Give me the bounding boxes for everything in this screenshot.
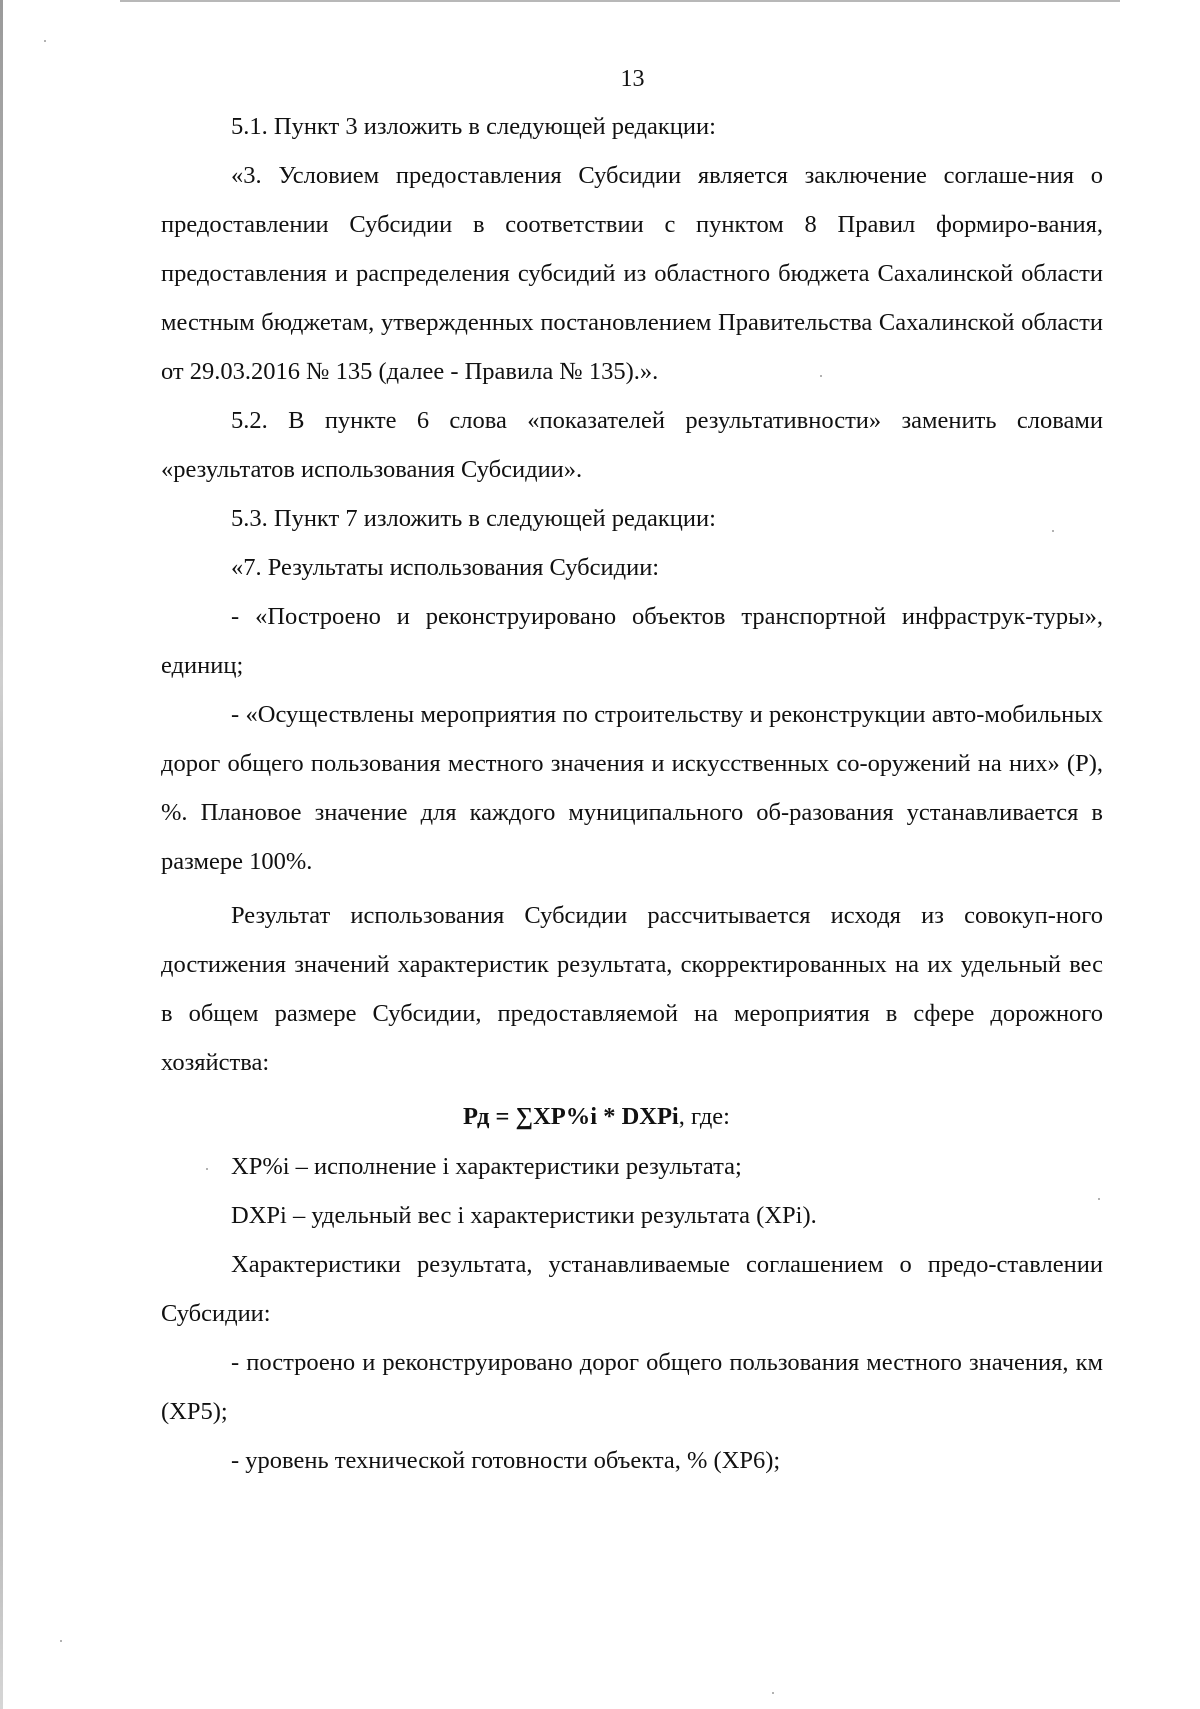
list-item-infrastructure: - «Построено и реконструировано объектов транспортной инфраструк-туры», единиц; [161, 603, 1103, 679]
paragraph-characteristics: Характеристики результата, устанавливаемые соглашением о предо-ставлении Субсидии: [161, 1251, 1103, 1327]
scan-speck [44, 40, 46, 42]
scan-speck [772, 1692, 774, 1694]
paragraph-clause-3: «3. Условием предоставления Субсидии является заключение соглаше-ния о предоставлении Субсидии в соответствии с пунктом 8 Правил формиро-вания, предоставления и распределения субсидий из областного бюджета Сахалинской области местным бюджетам, утвержденных постановлением Правительства Сахалинской области от 29.03.2016 № 135 (далее - Правила № 135).». [161, 162, 1103, 385]
list-item-road-works: - «Осуществлены мероприятия по строительству и реконструкции авто-мобильных дорог общего пользования местного значения и искусственных со-оружений на них» (Р), %. Плановое значение для каждого муниципального об-разования устанавливается в размере 100%. [161, 701, 1103, 875]
page-number: 13 [620, 66, 645, 92]
definition-xp-percent: ХР%i – исполнение i характеристики результата; [231, 1153, 742, 1180]
paragraph-5-1: 5.1. Пункт 3 изложить в следующей редакции: [231, 113, 716, 140]
scan-edge-left [0, 0, 3, 1709]
scan-speck [60, 1640, 62, 1642]
formula-expression: Рд = ∑ХР%i * DXPi [463, 1103, 679, 1130]
paragraph-result-calculation: Результат использования Субсидии рассчитывается исходя из совокуп-ного достижения значений характеристик результата, скорректированных на их удельный вес в общем размере Субсидии, предоставляемой на мероприятия в сфере дорожного хозяйства: [161, 902, 1103, 1076]
list-item-roads-km: - построено и реконструировано дорог общего пользования местного значения, км (ХР5); [161, 1349, 1103, 1425]
scan-edge-top [120, 0, 1120, 2]
paragraph-5-3: 5.3. Пункт 7 изложить в следующей редакции: [231, 505, 716, 532]
definition-dxp: DXPi – удельный вес i характеристики результата (ХРi). [231, 1202, 817, 1229]
formula-suffix: , где: [678, 1103, 730, 1130]
list-item-readiness: - уровень технической готовности объекта, % (ХР6); [231, 1447, 781, 1474]
document-body [161, 102, 1103, 1485]
paragraph-5-2: 5.2. В пункте 6 слова «показателей результативности» заменить словами «результатов использования Субсидии». [161, 407, 1103, 483]
formula [161, 1092, 1103, 1141]
paragraph-clause-7: «7. Результаты использования Субсидии: [231, 554, 660, 581]
